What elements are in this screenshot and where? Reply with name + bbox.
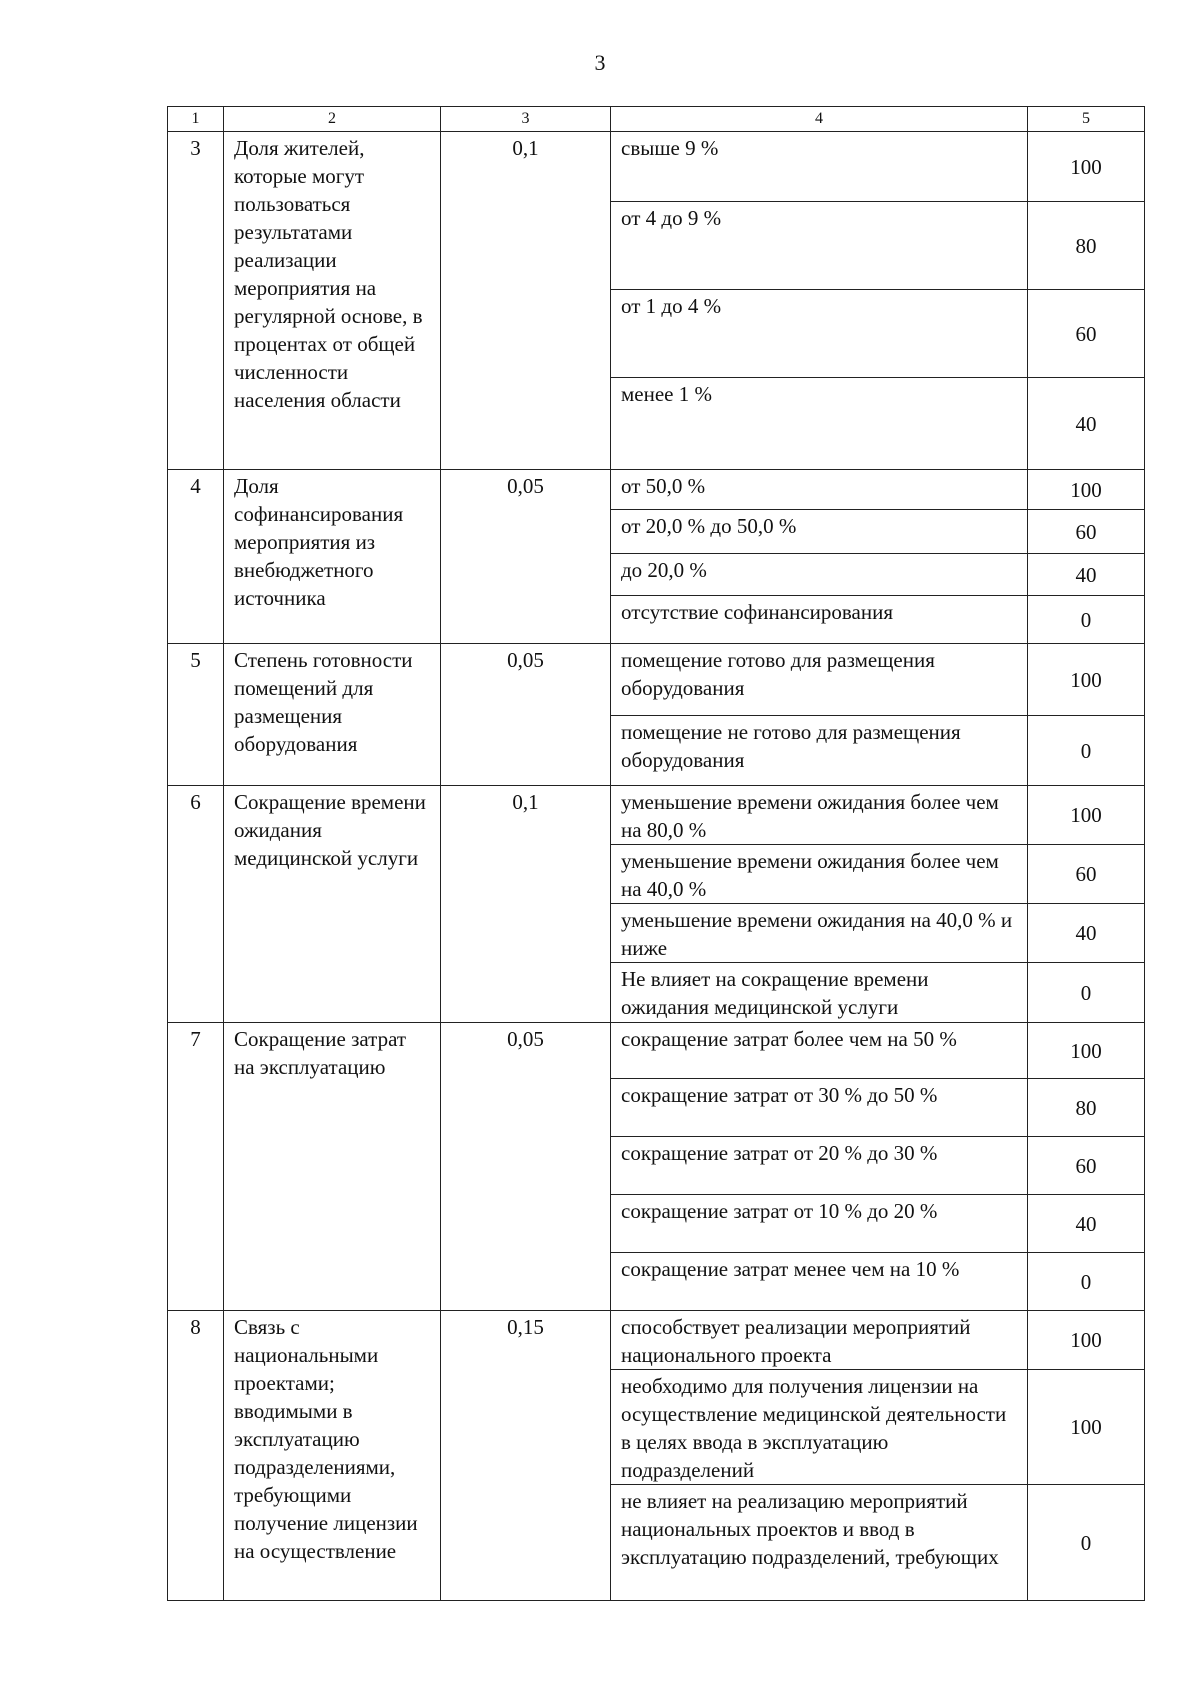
option-condition: Не влияет на сокращение времени ожидания медицинской услуги [611, 963, 1028, 1023]
criterion-number: 4 [168, 470, 224, 644]
criterion-weight: 0,1 [441, 132, 611, 470]
option-condition: уменьшение времени ожидания на 40,0 % и ниже [611, 904, 1028, 963]
option-score: 80 [1028, 1079, 1145, 1137]
table-row [168, 644, 1145, 716]
option-score: 0 [1028, 716, 1145, 786]
criterion-name: Сокращение затрат на эксплуатацию [224, 1023, 441, 1311]
option-condition: отсутствие софинансирования [611, 596, 1028, 644]
option-score: 100 [1028, 786, 1145, 845]
option-condition: помещение готово для размещения оборудования [611, 644, 1028, 716]
option-score: 100 [1028, 132, 1145, 202]
criterion-weight: 0,15 [441, 1311, 611, 1601]
option-condition: уменьшение времени ожидания более чем на 80,0 % [611, 786, 1028, 845]
option-score: 40 [1028, 904, 1145, 963]
criterion-name: Доля жителей, которые могут пользоваться результатами реализации мероприятия на регулярной основе, в процентах от общей численности населения области [224, 132, 441, 470]
header-col-4: 4 [611, 107, 1028, 132]
option-score: 40 [1028, 554, 1145, 596]
header-col-5: 5 [1028, 107, 1145, 132]
criterion-name: Связь с национальными проектами; вводимыми в эксплуатацию подразделениями, требующими получение лицензии на осуществление [224, 1311, 441, 1601]
option-condition: сокращение затрат от 20 % до 30 % [611, 1137, 1028, 1195]
option-score: 100 [1028, 644, 1145, 716]
option-score: 60 [1028, 845, 1145, 904]
option-score: 100 [1028, 1370, 1145, 1485]
option-condition: способствует реализации мероприятий национального проекта [611, 1311, 1028, 1370]
option-score: 100 [1028, 470, 1145, 510]
header-col-3: 3 [441, 107, 611, 132]
header-row [168, 107, 1145, 132]
option-condition: свыше 9 % [611, 132, 1028, 202]
option-condition: от 1 до 4 % [611, 290, 1028, 378]
page-number: 3 [594, 50, 606, 75]
option-score: 100 [1028, 1023, 1145, 1079]
option-score: 60 [1028, 290, 1145, 378]
option-condition: до 20,0 % [611, 554, 1028, 596]
option-score: 60 [1028, 510, 1145, 554]
option-condition: помещение не готово для размещения оборудования [611, 716, 1028, 786]
option-score: 40 [1028, 378, 1145, 470]
table-row [168, 786, 1145, 845]
criterion-number: 8 [168, 1311, 224, 1601]
criterion-weight: 0,1 [441, 786, 611, 1023]
option-condition: уменьшение времени ожидания более чем на 40,0 % [611, 845, 1028, 904]
header-col-2: 2 [224, 107, 441, 132]
criterion-number: 6 [168, 786, 224, 1023]
criteria-table [167, 106, 1145, 1601]
table-row [168, 1023, 1145, 1079]
criterion-number: 7 [168, 1023, 224, 1311]
option-condition: от 4 до 9 % [611, 202, 1028, 290]
table-row [168, 132, 1145, 202]
criterion-name: Доля софинансирования мероприятия из внебюджетного источника [224, 470, 441, 644]
table-row [168, 470, 1145, 510]
option-condition: от 20,0 % до 50,0 % [611, 510, 1028, 554]
criterion-weight: 0,05 [441, 470, 611, 644]
option-score: 80 [1028, 202, 1145, 290]
option-score: 0 [1028, 963, 1145, 1023]
criterion-weight: 0,05 [441, 1023, 611, 1311]
option-score: 100 [1028, 1311, 1145, 1370]
option-score: 0 [1028, 1485, 1145, 1601]
option-score: 60 [1028, 1137, 1145, 1195]
option-condition: сокращение затрат от 30 % до 50 % [611, 1079, 1028, 1137]
option-score: 0 [1028, 1253, 1145, 1311]
criterion-weight: 0,05 [441, 644, 611, 786]
criterion-name: Сокращение времени ожидания медицинской услуги [224, 786, 441, 1023]
option-condition: сокращение затрат менее чем на 10 % [611, 1253, 1028, 1311]
table-row [168, 1311, 1145, 1370]
option-condition: не влияет на реализацию мероприятий национальных проектов и ввод в эксплуатацию подразделений, требующих [611, 1485, 1028, 1601]
option-score: 40 [1028, 1195, 1145, 1253]
header-col-1: 1 [168, 107, 224, 132]
criterion-number: 3 [168, 132, 224, 470]
option-condition: необходимо для получения лицензии на осуществление медицинской деятельности в целях ввода в эксплуатацию подразделений [611, 1370, 1028, 1485]
criterion-number: 5 [168, 644, 224, 786]
option-condition: от 50,0 % [611, 470, 1028, 510]
option-condition: сокращение затрат более чем на 50 % [611, 1023, 1028, 1079]
option-score: 0 [1028, 596, 1145, 644]
criterion-name: Степень готовности помещений для размещения оборудования [224, 644, 441, 786]
option-condition: менее 1 % [611, 378, 1028, 470]
table-body [168, 107, 1145, 1601]
option-condition: сокращение затрат от 10 % до 20 % [611, 1195, 1028, 1253]
